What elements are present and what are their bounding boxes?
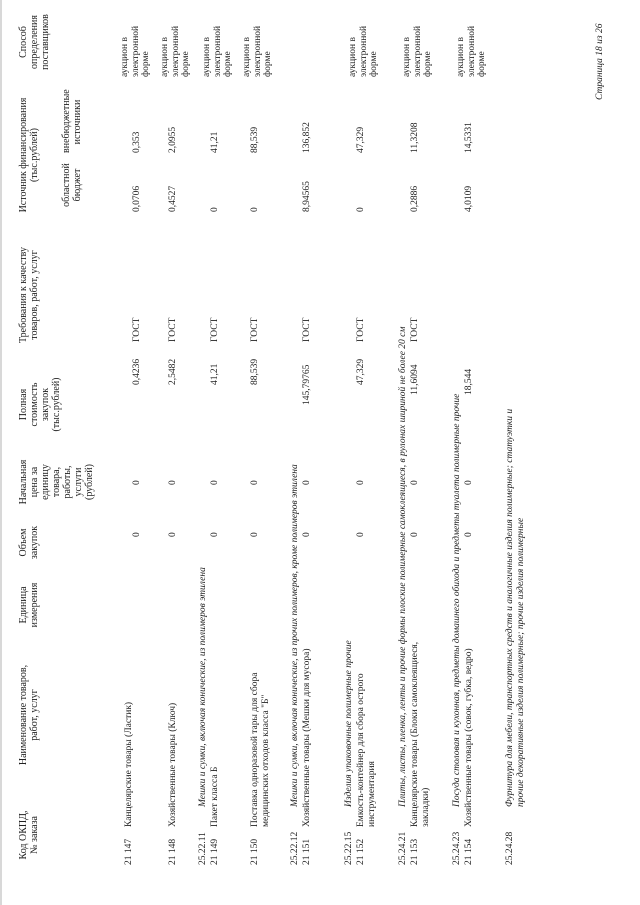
- row-price: 0: [250, 480, 260, 485]
- row-method: аукцион в электронной форме: [242, 25, 273, 77]
- row-regional: 4,0109: [464, 185, 474, 212]
- group-code: 25.24.23: [452, 831, 462, 865]
- header-volume: Объем закупок: [18, 525, 40, 560]
- row-regional: 0,4527: [168, 185, 178, 212]
- row-requirements: ГОСТ: [302, 317, 312, 342]
- row-name: Пакет класса Б: [210, 766, 220, 827]
- row-requirements: ГОСТ: [250, 317, 260, 342]
- row-requirements: ГОСТ: [356, 317, 366, 342]
- row-code: 21 152: [356, 838, 366, 865]
- row-regional: 0,2886: [410, 185, 420, 212]
- page-number: Страница 18 из 26: [595, 23, 605, 100]
- row-code: 21 147: [124, 838, 134, 865]
- row-volume: 0: [210, 532, 220, 537]
- row-requirements: ГОСТ: [410, 317, 420, 342]
- row-extra: 2,0955: [168, 126, 178, 153]
- row-volume: 0: [302, 532, 312, 537]
- header-requirements: Требования к качеству товаров, работ, услуг: [18, 246, 40, 344]
- row-regional: 0,0706: [132, 185, 142, 212]
- row-regional: 8,94565: [302, 181, 312, 212]
- row-extra: 136,852: [302, 122, 312, 153]
- row-price: 0: [302, 480, 312, 485]
- row-price: 0: [132, 480, 142, 485]
- row-name: Поставка одноразовой тары для сбора медицинских отходов класса "Б": [250, 672, 271, 827]
- header-name: Наименование товаров, работ, услуг: [18, 664, 40, 766]
- row-method: аукцион в электронной форме: [202, 25, 233, 77]
- header-funding-extra: внебюджетные источники: [61, 89, 83, 153]
- row-name: Емкость-контейнер для сбора острого инструментария: [356, 673, 377, 827]
- row-price: 0: [464, 480, 474, 485]
- row-method: аукцион в электронной форме: [160, 25, 191, 77]
- row-method: аукцион в электронной форме: [120, 25, 151, 77]
- row-method: аукцион в электронной форме: [402, 25, 433, 77]
- row-name: Хозяйственные товары (Ключ): [168, 702, 178, 827]
- row-extra: 41,21: [210, 131, 220, 153]
- row-name: Хозяйственные товары (Мешки для мусора): [302, 648, 312, 827]
- group-code: 25.22.12: [290, 831, 300, 865]
- row-code: 21 153: [410, 838, 420, 865]
- header-method: Способ определения поставщиков: [18, 14, 51, 70]
- row-requirements: ГОСТ: [168, 317, 178, 342]
- row-total: 18,544: [464, 368, 474, 395]
- group-code: 25.22.15: [344, 831, 354, 865]
- row-total: 2,5482: [168, 358, 178, 385]
- row-price: 0: [168, 480, 178, 485]
- row-extra: 0,353: [132, 131, 142, 153]
- row-regional: 0: [250, 207, 260, 212]
- group-title: Плиты, листы, пленка, ленты и прочие формы плоские полимерные самоклеящиеся, в рулонах шириной не более 20 см: [398, 326, 408, 807]
- row-total: 145,79765: [302, 364, 312, 405]
- header-total: Полная стоимость закупок (тыс.рублей): [18, 377, 62, 432]
- row-total: 88,539: [250, 358, 260, 385]
- header-funding-regional: областной бюджет: [61, 163, 83, 207]
- header-funding: Источник финансирования (тыс.рублей): [18, 97, 40, 213]
- row-name: Канцелярские товары (Блоки самоклеящиеся, закладки): [410, 641, 431, 827]
- row-requirements: ГОСТ: [132, 317, 142, 342]
- row-regional: 0: [210, 207, 220, 212]
- header-price: Начальная цена за единицу товара, работы, услуги (рублей): [18, 459, 95, 505]
- row-volume: 0: [356, 532, 366, 537]
- group-title: Мешки и сумки, включая конические, из полимеров этилена: [198, 567, 208, 807]
- group-title: Посуда столовая и кухонная, предметы домашнего обихода и предметы туалета полимерные прочие: [452, 393, 462, 807]
- row-name: Хозяйственные товары (совок, губка, ведро): [464, 648, 474, 827]
- row-requirements: ГОСТ: [210, 317, 220, 342]
- row-total: 47,329: [356, 358, 366, 385]
- row-name: Канцелярские товары (Ластик): [124, 701, 134, 827]
- group-code: 25.22.11: [198, 832, 208, 865]
- row-regional: 0: [356, 207, 366, 212]
- row-total: 0,4236: [132, 358, 142, 385]
- row-volume: 0: [132, 532, 142, 537]
- row-extra: 14,5331: [464, 122, 474, 153]
- group-title: Фурнитура для мебели, транспортных средств и аналогичные изделия полимерные; статуэтки и прочие декоративные изделия полимерные; прочие изделия полимерные: [505, 408, 526, 807]
- row-extra: 88,539: [250, 126, 260, 153]
- group-title: Изделия упаковочные полимерные прочие: [344, 640, 354, 807]
- row-volume: 0: [464, 532, 474, 537]
- header-unit: Единица измерения: [18, 582, 40, 628]
- row-method: аукцион в электронной форме: [348, 25, 379, 77]
- group-code: 25.24.21: [398, 831, 408, 865]
- row-code: 21 154: [464, 838, 474, 865]
- row-method: аукцион в электронной форме: [456, 25, 487, 77]
- group-title: Мешки и сумки, включая конические, из прочих полимеров, кроме полимеров этилена: [290, 464, 300, 807]
- row-volume: 0: [168, 532, 178, 537]
- row-code: 21 151: [302, 838, 312, 865]
- row-extra: 11,3208: [410, 122, 420, 153]
- row-price: 0: [210, 480, 220, 485]
- row-code: 21 148: [168, 838, 178, 865]
- row-volume: 0: [410, 532, 420, 537]
- row-total: 11,6094: [410, 364, 420, 395]
- group-code: 25.24.28: [505, 831, 515, 865]
- row-price: 0: [356, 480, 366, 485]
- row-price: 0: [410, 480, 420, 485]
- row-total: 41,21: [210, 363, 220, 385]
- row-volume: 0: [250, 532, 260, 537]
- row-extra: 47,329: [356, 126, 366, 153]
- header-code: Код ОКПД, № заказа: [18, 810, 40, 860]
- row-code: 21 149: [210, 838, 220, 865]
- row-code: 21 150: [250, 838, 260, 865]
